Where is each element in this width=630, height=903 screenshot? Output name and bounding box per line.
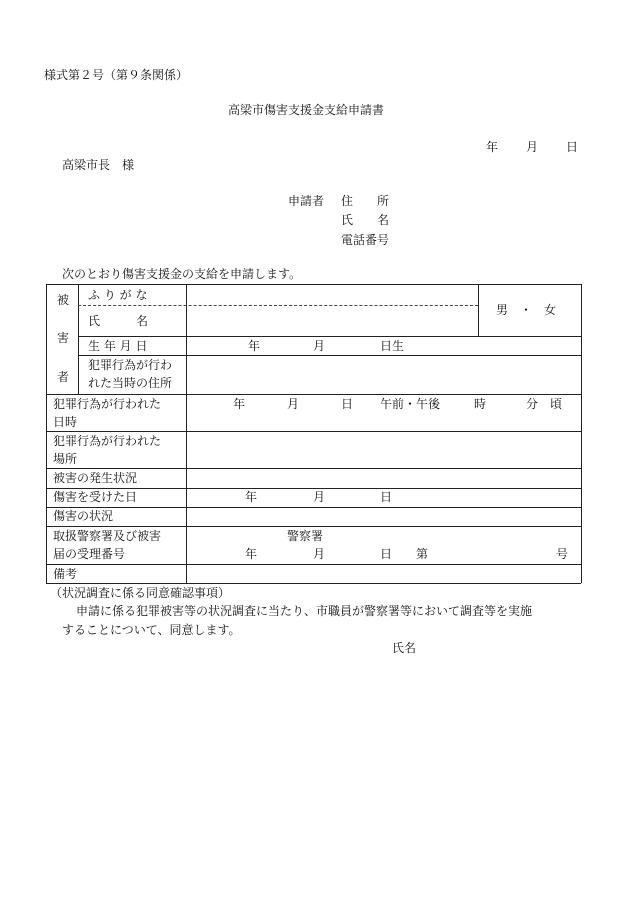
consent-signature-label: 氏名 [392,641,417,655]
name-label: 氏 名 [88,314,149,328]
form-number: 様式第２号（第９条関係） [44,68,189,82]
damage-status-label: 被害の発生状況 [53,471,138,485]
crime-dt-hour: 時 [474,397,487,411]
applicant-phone-label: 電話番号 [341,233,390,247]
police-label-1: 取扱警察署及び被害 [53,529,162,543]
consent-line-1: 申請に係る犯罪被害等の状況調査に当たり、市職員が警察署等において調査等を実施 [76,604,533,618]
consent-line-2: することについて、同意します。 [62,623,241,637]
victim-char-2: 害 [57,331,70,345]
date-month: 月 [526,140,539,154]
furigana-label: ふ り が な [88,288,148,302]
crime-address-label-2: れた当時の住所 [88,376,173,390]
crime-dt-ampm: 午前・午後 [380,397,441,411]
injury-month: 月 [313,490,326,504]
addressee: 高梁市長 様 [62,158,135,172]
gender-label: 男 ・ 女 [496,303,557,317]
crime-datetime-label-1: 犯罪行為が行われた [53,397,162,411]
injury-date-label: 傷害を受けた日 [53,490,138,504]
consent-heading: （状況調査に係る同意確認事項） [50,586,231,600]
intro-text: 次のとおり傷害支援金の支給を申請します。 [62,267,302,281]
crime-place-label-1: 犯罪行為が行われた [53,434,162,448]
remarks-label: 備考 [53,567,78,581]
crime-dt-year: 年 [233,397,246,411]
crime-dt-month: 月 [287,397,300,411]
receipt-year: 年 [245,547,258,561]
birth-year: 年 [248,339,261,353]
crime-dt-minute: 分 頃 [526,397,563,411]
crime-place-label-2: 場所 [53,452,78,466]
injury-day: 日 [380,490,393,504]
applicant-label: 申請者 [288,194,325,208]
injury-year: 年 [245,490,258,504]
page-title: 高梁市傷害支援金支給申請書 [228,103,385,117]
police-label-2: 届の受理番号 [53,547,126,561]
crime-address-label-1: 犯罪行為が行わ [88,358,173,372]
crime-dt-day: 日 [341,397,354,411]
receipt-month: 月 [313,547,326,561]
birth-month: 月 [313,339,326,353]
date-year: 年 [486,140,499,154]
crime-datetime-label-2: 日時 [53,415,78,429]
applicant-address-label: 住 所 [341,194,390,208]
police-station-label: 警察署 [287,529,324,543]
injury-status-label: 傷害の状況 [53,509,114,523]
date-day: 日 [566,140,579,154]
applicant-name-label: 氏 名 [341,213,390,227]
victim-char-1: 被 [57,293,70,307]
victim-char-3: 者 [57,370,70,384]
birth-label: 生 年 月 日 [88,339,148,353]
birth-day-suffix: 日生 [380,339,405,353]
receipt-number-suffix: 号 [556,547,569,561]
receipt-day-number: 日 第 [380,547,429,561]
